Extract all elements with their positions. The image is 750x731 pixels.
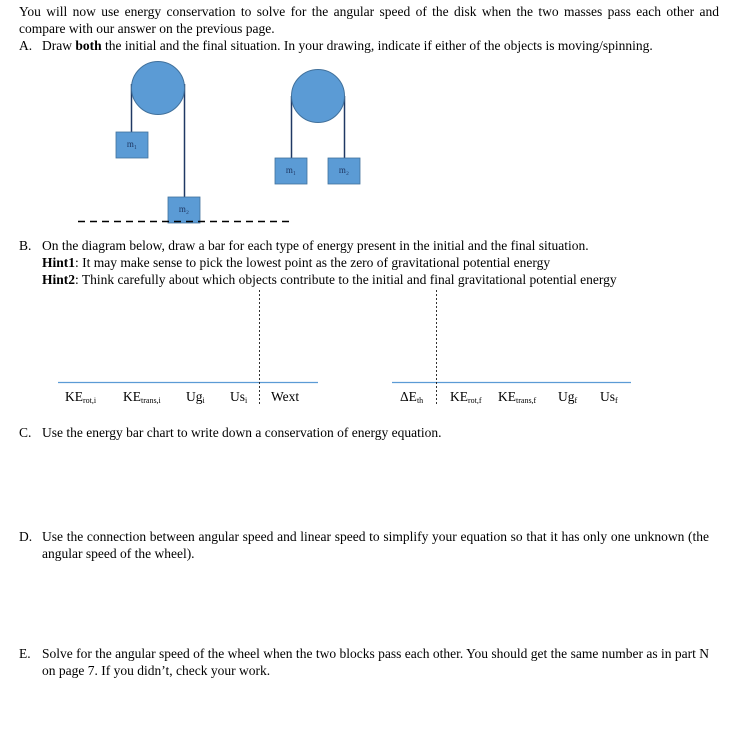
label-wext: Wext (271, 389, 300, 404)
intro-paragraph: You will now use energy conservation to solve for the angular speed of the disk when the two masses pass each other and compare with our answer on the previous page. (19, 4, 719, 36)
final-mass-1-label: m₁ (285, 165, 297, 175)
part-e-text: Solve for the angular speed of the wheel when the two blocks pass each other. You should get the same number as in part N on page 7. If you didn’t, check your work. (42, 646, 709, 678)
hint-2-text: : Think carefully about which objects contribute to the initial and final gravitational potential energy (75, 272, 617, 287)
label-ke-trans-i: $KE_{trans,i}$ (123, 389, 161, 405)
hint-1-label: Hint1 (42, 255, 76, 270)
part-a-bold: both (75, 38, 102, 53)
final-mass-2-label: m₂ (338, 165, 350, 175)
part-e-letter: E. (19, 646, 31, 661)
label-ug-f: $Ug_f$ (558, 389, 578, 405)
part-c-text: Use the energy bar chart to write down a conservation of energy equation. (42, 425, 442, 440)
initial-mass-1-label: m₁ (126, 139, 138, 149)
hint-1 (42, 254, 550, 271)
part-b-text: On the diagram below, draw a bar for each type of energy present in the initial and the final situation. (42, 238, 589, 253)
label-delta-eth: $\Delta E_{th}$ (400, 389, 424, 405)
initial-pulley-disk (132, 62, 185, 115)
part-a-text: Draw both the initial and the final situation. In your drawing, indicate if either of the objects is moving/spinning. (42, 38, 653, 53)
initial-mass-2-label: m₂ (178, 204, 190, 214)
label-ke-rot-i: $KE_{rot,i}$ (65, 389, 97, 405)
part-b-letter: B. (19, 238, 32, 253)
hint-1-text: : It may make sense to pick the lowest point as the zero of gravitational potential energy (75, 255, 551, 270)
part-c (19, 424, 709, 441)
part-e (19, 645, 709, 679)
label-ke-trans-f: $KE_{trans,f}$ (498, 389, 537, 405)
part-d (19, 528, 709, 562)
part-d-text: Use the connection between angular speed and linear speed to simplify your equation so that it has only one unknown (the angular speed of the wheel). (42, 529, 709, 561)
part-b (19, 237, 709, 254)
label-ug-i: $Ug_i$ (186, 389, 205, 405)
final-pulley-disk (292, 70, 345, 123)
part-a-letter: A. (19, 38, 33, 53)
part-d-letter: D. (19, 529, 33, 544)
label-ke-rot-f: $KE_{rot,f}$ (450, 389, 482, 405)
label-us-f: $Us_f$ (600, 389, 618, 405)
hint-2 (42, 271, 617, 288)
label-us-i: $Us_i$ (230, 389, 248, 405)
part-c-letter: C. (19, 425, 32, 440)
hint-2-label: Hint2 (42, 272, 76, 287)
